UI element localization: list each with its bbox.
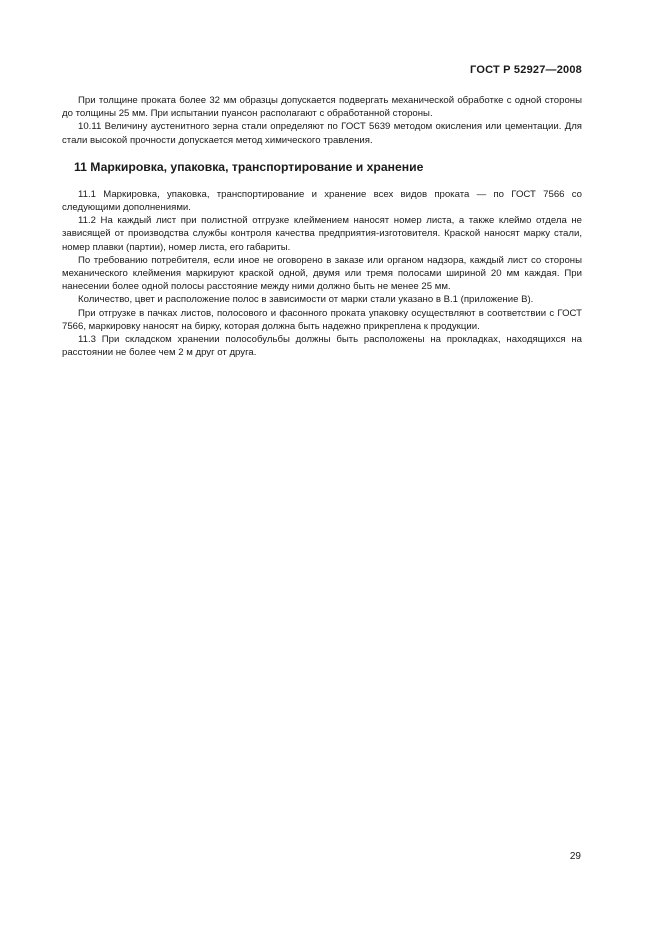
paragraph-11-1: 11.1 Маркировка, упаковка, транспортирование и хранение всех видов проката — по ГОСТ 7566 со следующими дополнениями. xyxy=(62,188,582,214)
document-body xyxy=(62,94,582,359)
page-number: 29 xyxy=(569,851,581,862)
paragraph-11-2-stripes: Количество, цвет и расположение полос в зависимости от марки стали указано в В.1 (приложение В). xyxy=(78,294,534,306)
paragraph-11-3: 11.3 При складском хранении полособульбы должны быть расположены на прокладках, находящихся на расстоянии не более чем 2 м друг от друга. xyxy=(62,334,582,359)
paragraph-10-10-continuation: При толщине проката более 32 мм образцы допускается подвергать механической обработке с одной стороны до толщины 25 мм. При испытании пуансон располагают с обработанной стороны. xyxy=(62,95,582,120)
document-code-header: ГОСТ Р 52927—2008 xyxy=(470,64,582,76)
paragraph-10-11: 10.11 Величину аустенитного зерна стали определяют по ГОСТ 5639 методом окисления или цементации. Для стали высокой прочности допускается метод химического травления. xyxy=(62,121,582,146)
section-11-heading: 11 Маркировка, упаковка, транспортирование и хранение xyxy=(74,159,424,174)
paragraph-11-2-customer-request: По требованию потребителя, если иное не оговорено в заказе или органом надзора, каждый лист со стороны механического клеймения маркируют краской одной, двумя или тремя полосами шириной 20 мм каждая. При нанесении более одной полосы расстояние между ними должно быть не менее 25 мм. xyxy=(62,254,582,293)
paragraph-11-2: 11.2 На каждый лист при полистной отгрузке клеймением наносят номер листа, а также клеймо отдела не зависящей от производства службы контроля качества предприятия-изготовителя. Краской наносят марку стали, номер плавки (партии), номер листа, его габариты. xyxy=(62,215,582,253)
paragraph-11-2-bundles: При отгрузке в пачках листов, полосового и фасонного проката упаковку осуществляют в соответствии с ГОСТ 7566, маркировку наносят на бирку, которая должна быть надежно прикреплена к продукции. xyxy=(62,307,582,332)
